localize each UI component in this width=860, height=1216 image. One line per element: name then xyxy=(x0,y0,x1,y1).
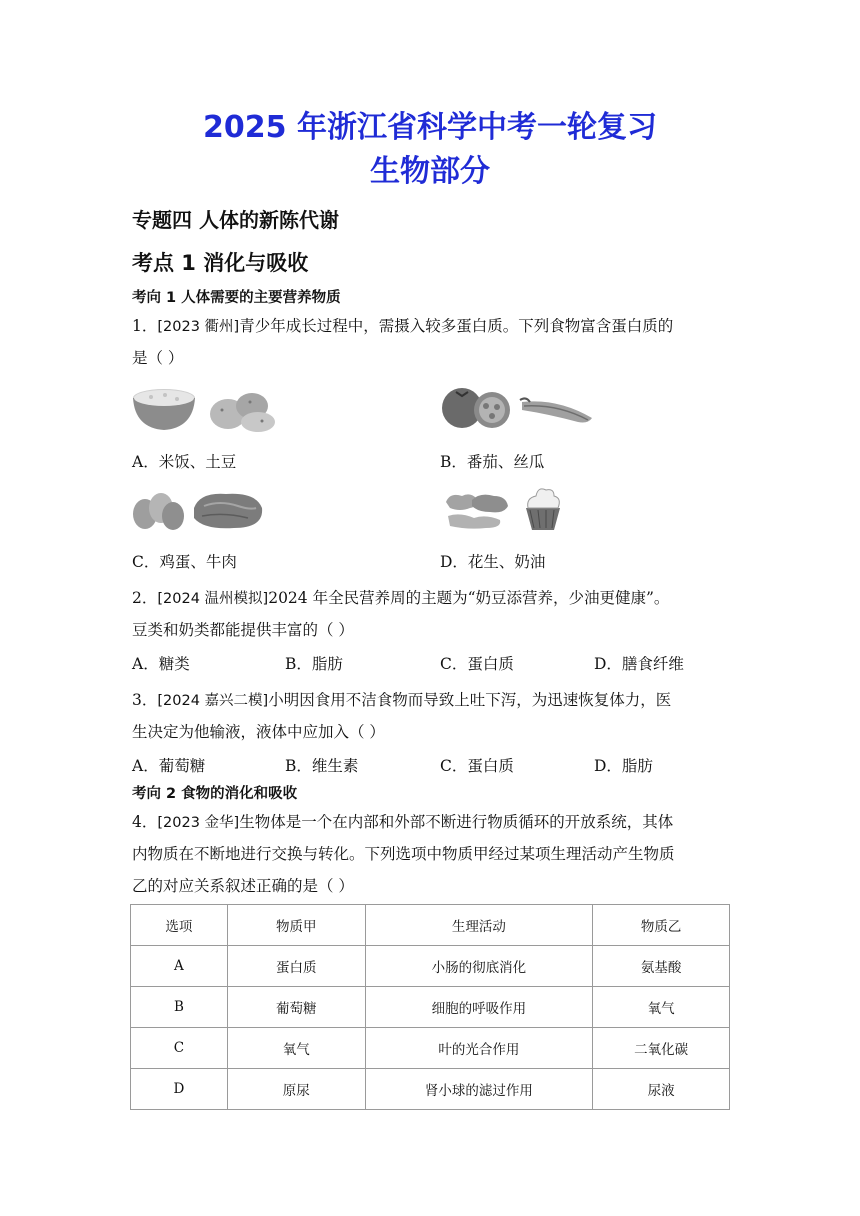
q3-number: 3． xyxy=(132,691,158,709)
table-header-cell: 选项 xyxy=(131,905,228,946)
table-row xyxy=(131,987,730,1028)
table-cell: 氧气 xyxy=(593,987,730,1028)
eggs-photo xyxy=(131,486,185,532)
q1-line1 xyxy=(132,314,732,336)
q1-option-d: D．花生、奶油 xyxy=(440,553,546,571)
potatoes-photo xyxy=(206,388,280,434)
q2-source: [2024 温州模拟] xyxy=(157,591,269,607)
q3-line2: 生决定为他输液，液体中应加入（ ） xyxy=(132,723,385,741)
table-row xyxy=(131,946,730,987)
table-cell: 尿液 xyxy=(593,1069,730,1110)
q3-line1 xyxy=(132,688,732,710)
table-header-cell: 物质乙 xyxy=(593,905,730,946)
table-cell: 原尿 xyxy=(227,1069,365,1110)
table-cell: 细胞的呼吸作用 xyxy=(365,987,593,1028)
table-cell: 叶的光合作用 xyxy=(365,1028,593,1069)
q2-option-d: D．膳食纤维 xyxy=(594,655,684,673)
table-header-cell: 物质甲 xyxy=(227,905,365,946)
table-cell: 肾小球的滤过作用 xyxy=(365,1069,593,1110)
q1-option-a: A．米饭、土豆 xyxy=(132,453,237,471)
peanuts-photo xyxy=(440,486,512,532)
table-cell: D xyxy=(131,1069,228,1110)
q2-line1 xyxy=(132,586,732,608)
q3-option-c: C．蛋白质 xyxy=(440,757,514,775)
q2-text1: 2024 年全民营养周的主题为“奶豆添营养，少油更健康”。 xyxy=(268,589,670,607)
cream-cupcake-photo xyxy=(520,484,566,532)
q2-line2: 豆类和奶类都能提供丰富的（ ） xyxy=(132,621,354,639)
table-cell: 蛋白质 xyxy=(227,946,365,987)
q1-number: 1． xyxy=(132,317,158,335)
main-title-line2: 生物部分 xyxy=(370,154,490,189)
beef-photo xyxy=(190,488,266,532)
table-cell: B xyxy=(131,987,228,1028)
direction-heading-1: 考向 1 人体需要的主要营养物质 xyxy=(132,290,341,306)
q3-option-a: A．葡萄糖 xyxy=(132,757,206,775)
q4-line2: 内物质在不断地进行交换与转化。下列选项中物质甲经过某项生理活动产生物质 xyxy=(132,845,675,863)
table-row xyxy=(131,1028,730,1069)
q4-line3: 乙的对应关系叙述正确的是（ ） xyxy=(132,877,354,895)
q2-option-a: A．糖类 xyxy=(132,655,190,673)
q4-number: 4． xyxy=(132,813,158,831)
tomato-photo xyxy=(440,386,512,430)
table-cell: A xyxy=(131,946,228,987)
q3-option-d: D．脂肪 xyxy=(594,757,653,775)
q1-option-b: B．番茄、丝瓜 xyxy=(440,453,545,471)
table-header-cell: 生理活动 xyxy=(365,905,593,946)
rice-bowl-photo xyxy=(131,384,197,432)
q3-source: [2024 嘉兴二模] xyxy=(157,693,269,709)
topic-heading: 专题四 人体的新陈代谢 xyxy=(132,208,339,232)
table-cell: 氧气 xyxy=(227,1028,365,1069)
q4-table xyxy=(130,904,730,1110)
q3-text1: 小明因食用不洁食物而导致上吐下泻，为迅速恢复体力，医 xyxy=(268,691,672,709)
table-cell: 二氧化碳 xyxy=(593,1028,730,1069)
q1-text1: 青少年成长过程中，需摄入较多蛋白质。下列食物富含蛋白质的 xyxy=(239,317,674,335)
table-cell: 氨基酸 xyxy=(593,946,730,987)
q3-option-b: B．维生素 xyxy=(285,757,359,775)
q1-option-c: C．鸡蛋、牛肉 xyxy=(132,553,237,571)
loofah-photo xyxy=(518,392,596,426)
table-row xyxy=(131,1069,730,1110)
direction-heading-2: 考向 2 食物的消化和吸收 xyxy=(132,786,298,802)
table-cell: C xyxy=(131,1028,228,1069)
table-header-row xyxy=(131,905,730,946)
q2-option-c: C．蛋白质 xyxy=(440,655,514,673)
q4-source: [2023 金华] xyxy=(157,815,240,831)
q2-option-b: B．脂肪 xyxy=(285,655,343,673)
q4-text1: 生物体是一个在内部和外部不断进行物质循环的开放系统，其体 xyxy=(239,813,674,831)
q2-number: 2． xyxy=(132,589,158,607)
q1-line2: 是（ ） xyxy=(132,349,184,367)
point-heading: 考点 1 消化与吸收 xyxy=(132,251,309,275)
q4-line1 xyxy=(132,810,732,832)
q1-source: [2023 衢州] xyxy=(157,319,240,335)
table-cell: 小肠的彻底消化 xyxy=(365,946,593,987)
table-cell: 葡萄糖 xyxy=(227,987,365,1028)
main-title-line1: 2025 年浙江省科学中考一轮复习 xyxy=(203,110,657,145)
